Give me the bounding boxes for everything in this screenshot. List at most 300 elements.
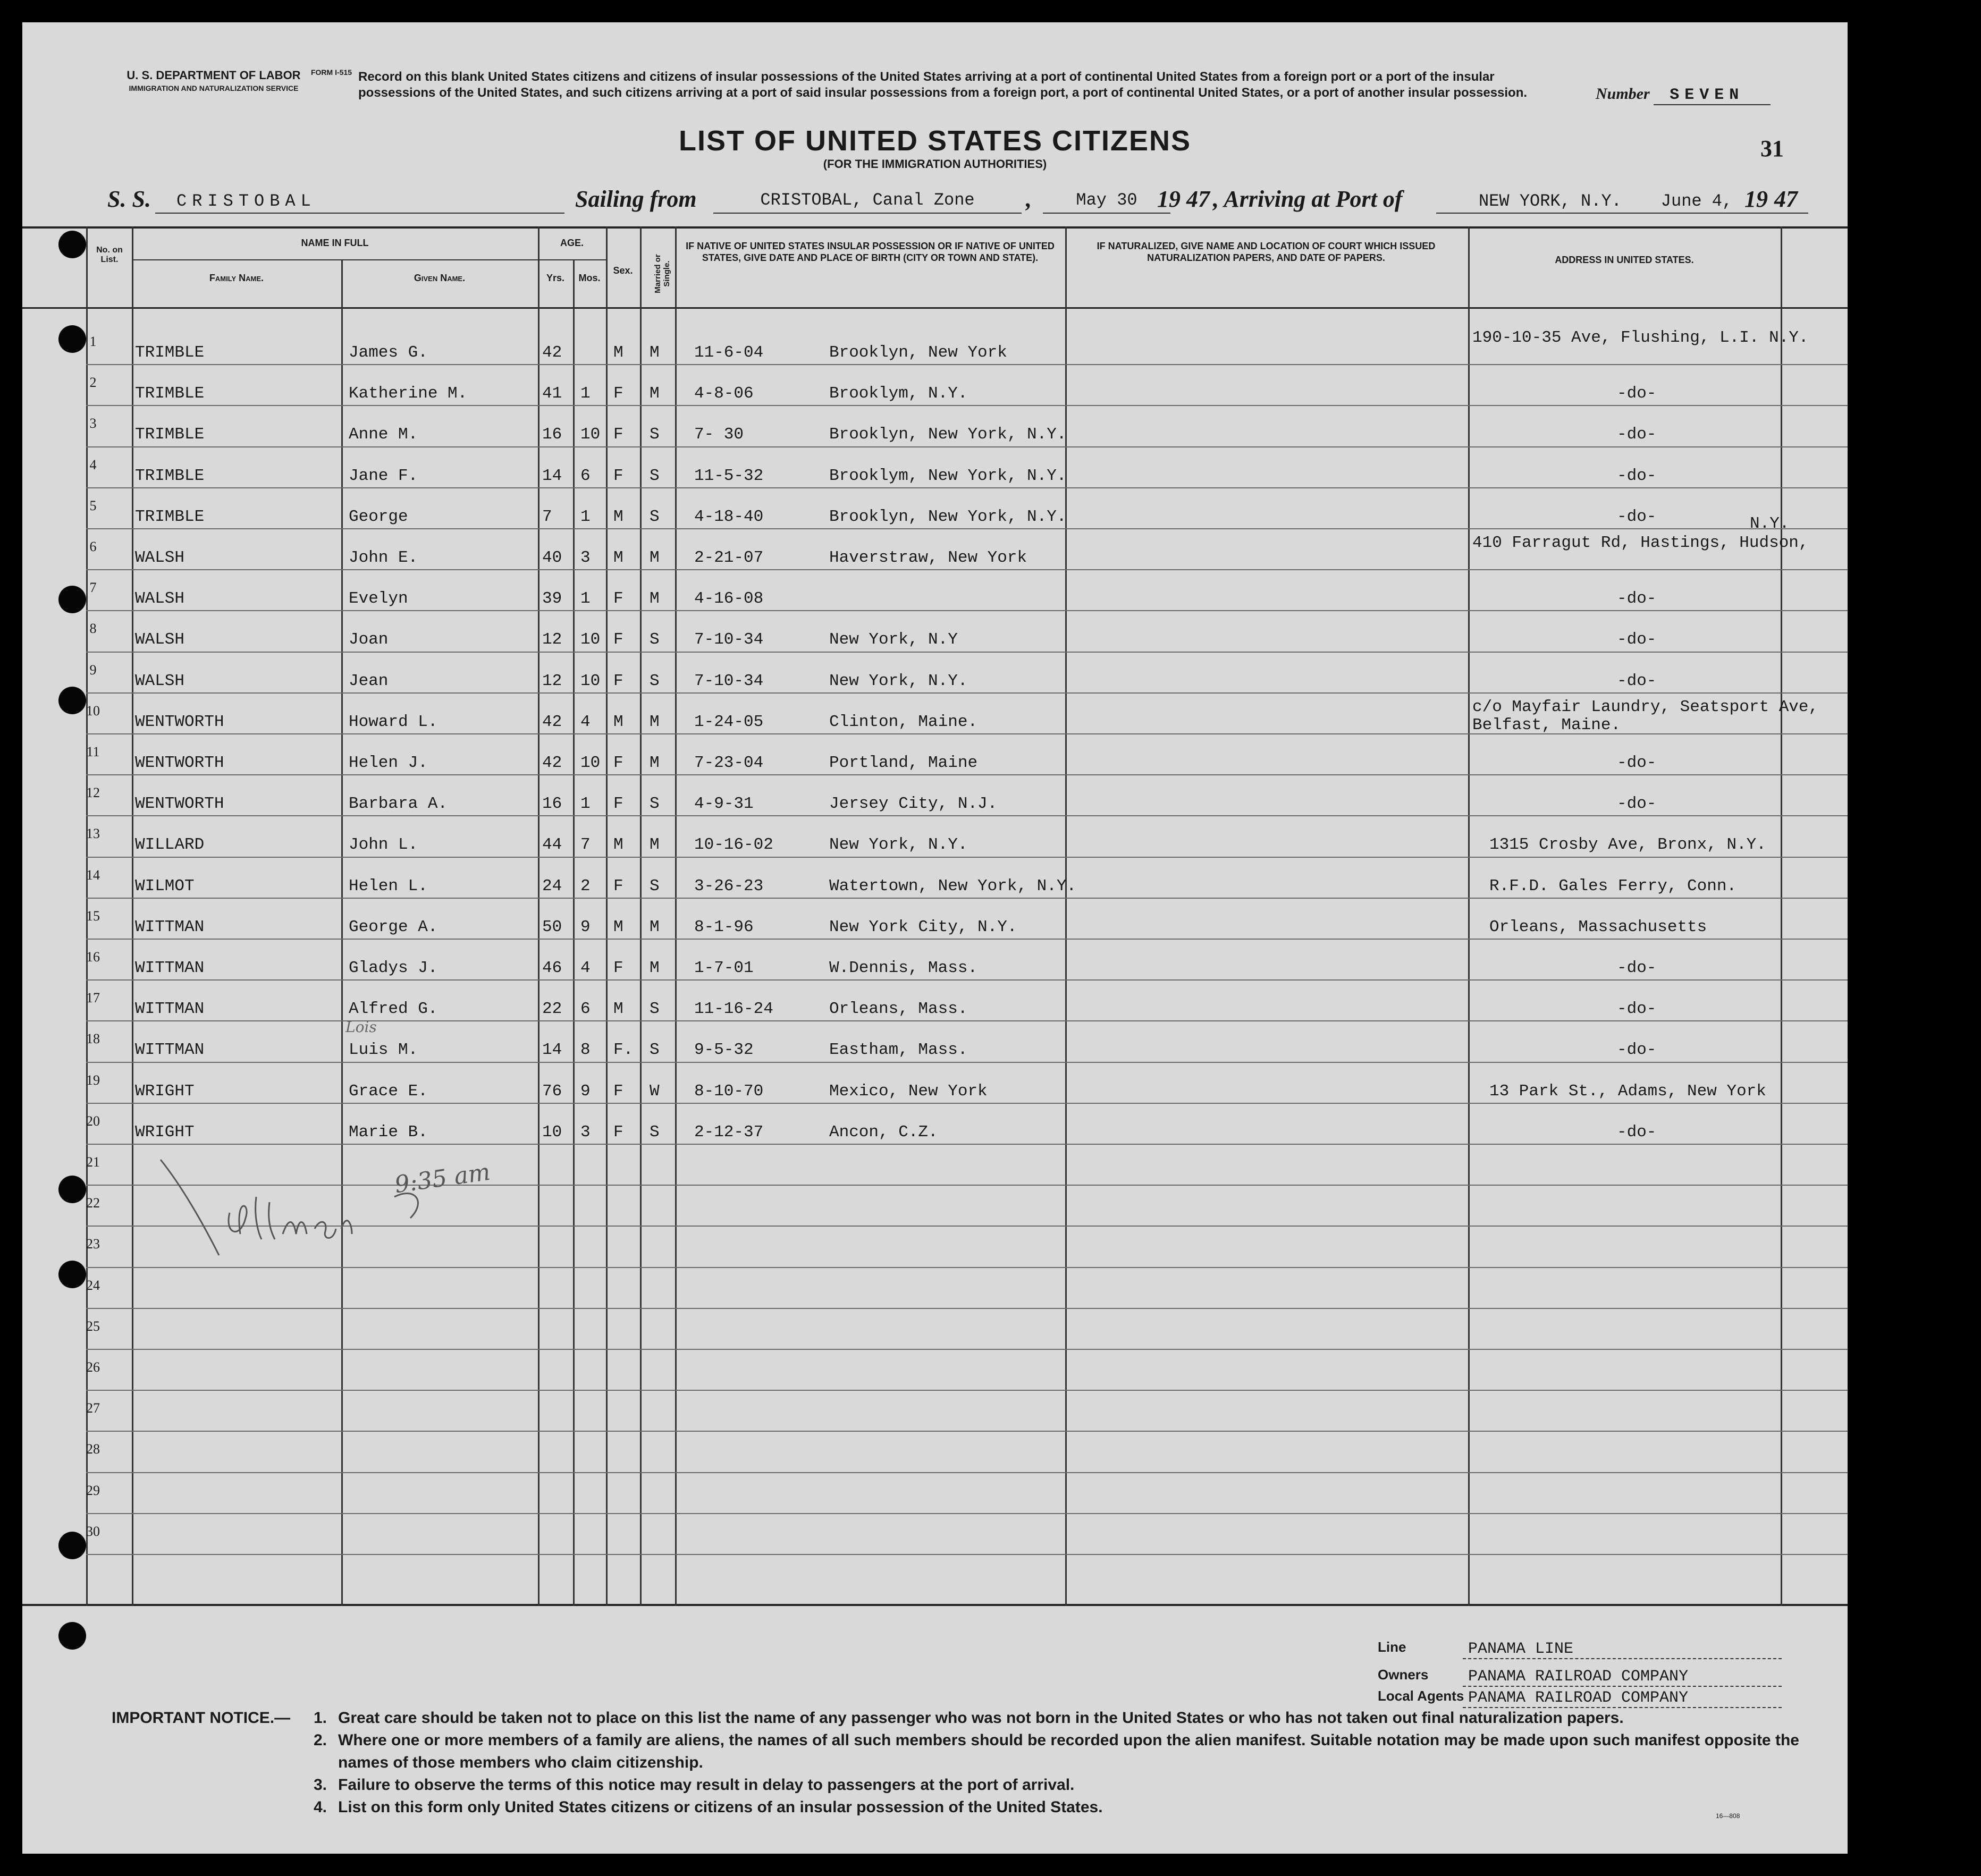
comma: ,: [1026, 186, 1032, 212]
address-continuation: N.Y.: [1750, 514, 1790, 533]
sex-cell: F.: [613, 1041, 634, 1060]
punch-hole: [58, 1622, 86, 1650]
family-name-cell: WENTWORTH: [135, 754, 224, 772]
age-months-cell: 9: [580, 1081, 591, 1101]
given-name-cell: John L.: [349, 835, 418, 855]
given-name-cell: Luis M.: [349, 1041, 418, 1060]
given-name-cell: Gladys J.: [349, 959, 438, 977]
sex-cell: F: [613, 959, 623, 977]
given-name-cell: John E.: [349, 548, 418, 567]
line-label: Line: [1378, 1639, 1406, 1655]
table-row: [22, 652, 1848, 692]
address-cell: -do-: [1617, 959, 1657, 977]
birth-date-cell: 4-9-31: [694, 795, 754, 814]
table-row: [22, 1472, 1848, 1513]
table-row: [22, 446, 1848, 487]
birth-date-cell: 9-5-32: [694, 1041, 754, 1060]
age-months-cell: 3: [580, 548, 591, 567]
given-name-cell: George: [349, 507, 408, 526]
given-name-cell: Helen L.: [349, 876, 428, 895]
row-number: 20: [86, 1113, 100, 1129]
row-number: 3: [89, 416, 97, 432]
notice-item-text: List on this form only United States citizens or citizens of an insular possession of the United States.: [338, 1798, 1103, 1816]
table-row: [22, 733, 1848, 774]
age-months-cell: 10: [580, 671, 601, 690]
age-months-cell: 8: [580, 1041, 591, 1060]
age-months-cell: 2: [580, 876, 591, 895]
address-cell: -do-: [1617, 384, 1657, 403]
marital-status-cell: S: [650, 466, 660, 485]
sex-cell: F: [613, 384, 623, 403]
manifest-page: [22, 22, 1848, 1854]
year-prefix-arrival: 19: [1744, 186, 1768, 212]
address-cell: -do-: [1617, 671, 1657, 690]
notice-item-text: Where one or more members of a family are aliens, the names of all such members should be recorded upon the alien manifest. Suitable notation may be made upon such manifest opposite the names of those members who claim citizenship.: [338, 1731, 1799, 1771]
row-number: 9: [89, 662, 97, 678]
marital-status-cell: S: [650, 630, 660, 649]
notice-item-number: 1.: [314, 1709, 327, 1727]
age-years-cell: 16: [542, 425, 562, 444]
table-row: [22, 979, 1848, 1020]
col-age-years: Yrs.: [546, 273, 565, 283]
age-years-cell: 50: [542, 917, 562, 936]
row-number: 11: [86, 744, 100, 759]
sex-cell: F: [613, 671, 623, 690]
col-no-on-list: No. on List.: [96, 246, 123, 264]
birth-place-cell: W.Dennis, Mass.: [829, 959, 978, 977]
marital-status-cell: S: [650, 507, 660, 526]
row-number: 2: [89, 375, 97, 391]
birth-date-cell: 11-6-04: [694, 343, 764, 362]
age-years-cell: 42: [542, 754, 562, 772]
departure-port: CRISTOBAL, Canal Zone: [713, 190, 1022, 214]
notice-item-number: 3.: [314, 1776, 327, 1794]
given-name-cell: Alfred G.: [349, 1000, 438, 1019]
birth-date-cell: 4-8-06: [694, 384, 754, 403]
row-number: 27: [86, 1400, 100, 1416]
sex-cell: F: [613, 795, 623, 814]
age-years-cell: 42: [542, 343, 562, 362]
age-months-cell: 1: [580, 589, 591, 609]
age-years-cell: 16: [542, 795, 562, 814]
table-row: [22, 1267, 1848, 1308]
sex-cell: M: [613, 343, 623, 362]
age-months-cell: 10: [580, 754, 601, 772]
address-cell: -do-: [1617, 425, 1657, 444]
birth-place-cell: Clinton, Maine.: [829, 712, 978, 731]
sex-cell: M: [613, 835, 623, 855]
family-name-cell: WALSH: [135, 630, 185, 649]
marital-status-cell: S: [650, 1122, 660, 1142]
birth-place-cell: Eastham, Mass.: [829, 1041, 968, 1060]
family-name-cell: TRIMBLE: [135, 425, 205, 444]
birth-date-cell: 4-18-40: [694, 507, 764, 526]
table-bottom-rule: [22, 1604, 1848, 1606]
age-years-cell: 42: [542, 712, 562, 731]
row-number: 26: [86, 1359, 100, 1375]
age-years-cell: 14: [542, 1041, 562, 1060]
table-row: [22, 898, 1848, 939]
age-months-cell: 6: [580, 466, 591, 485]
family-name-cell: WALSH: [135, 589, 185, 609]
department-block: [75, 69, 352, 95]
footer-owners: [1378, 1666, 1792, 1689]
age-years-cell: 41: [542, 384, 562, 403]
col-naturalized: IF NATURALIZED, GIVE NAME AND LOCATION OF COURT WHICH ISSUED NATURALIZATION PAPERS, AND DATE OF PAPERS.: [1097, 241, 1436, 263]
age-months-cell: 6: [580, 1000, 591, 1019]
service-name: IMMIGRATION AND NATURALIZATION SERVICE: [129, 84, 299, 92]
age-years-cell: 10: [542, 1122, 562, 1142]
handwritten-time: 9:35 am: [393, 1158, 492, 1199]
birth-place-cell: Mexico, New York: [829, 1081, 988, 1101]
row-number: 29: [86, 1482, 100, 1498]
marital-status-cell: W: [650, 1081, 660, 1101]
sex-cell: F: [613, 1122, 623, 1142]
notice-item: [314, 1729, 1802, 1774]
marital-status-cell: S: [650, 876, 660, 895]
notice-item: [314, 1774, 1802, 1796]
birth-date-cell: 2-12-37: [694, 1122, 764, 1142]
table-row: [22, 1062, 1848, 1103]
birth-date-cell: 1-7-01: [694, 959, 754, 977]
sex-cell: M: [613, 712, 623, 731]
owners-label: Owners: [1378, 1667, 1429, 1683]
family-name-cell: TRIMBLE: [135, 343, 205, 362]
given-name-cell: Jane F.: [349, 466, 418, 485]
ship-name: CRISTOBAL: [155, 191, 564, 214]
col-native-birth: IF NATIVE OF UNITED STATES INSULAR POSSESSION OR IF NATIVE OF UNITED STATES, GIVE DATE AND PLACE OF BIRTH (CITY OR TOWN AND STATE).: [686, 241, 1055, 263]
address-cell: -do-: [1617, 795, 1657, 814]
age-months-cell: 10: [580, 630, 601, 649]
list-number-label: Number: [1596, 85, 1650, 103]
table-row: [22, 1020, 1848, 1061]
row-number: 22: [86, 1195, 100, 1211]
col-sex: Sex.: [613, 265, 633, 276]
sex-cell: F: [613, 754, 623, 772]
age-months-cell: 1: [580, 795, 591, 814]
col-married-single: Married or Single.: [653, 254, 671, 293]
row-number: 21: [86, 1154, 100, 1170]
table-row: [22, 692, 1848, 733]
table-row: [22, 939, 1848, 979]
form-number: FORM I-515: [310, 68, 352, 77]
birth-date-cell: 7- 30: [694, 425, 744, 444]
row-number: 5: [89, 497, 97, 513]
birth-place-cell: New York, N.Y.: [829, 835, 968, 855]
list-number-value: SEVEN: [1654, 86, 1771, 105]
birth-place-cell: Watertown, New York, N.Y.: [829, 876, 1077, 895]
page-title: LIST OF UNITED STATES CITIZENS: [679, 125, 1191, 157]
table-row: [22, 1308, 1848, 1349]
sex-cell: F: [613, 876, 623, 895]
birth-date-cell: 11-5-32: [694, 466, 764, 485]
given-name-cell: George A.: [349, 917, 438, 936]
family-name-cell: WITTMAN: [135, 1041, 205, 1060]
ss-label: S. S.: [107, 186, 151, 212]
age-months-cell: 3: [580, 1122, 591, 1142]
row-number: 25: [86, 1318, 100, 1334]
row-number: 10: [86, 703, 100, 719]
row-rule: [86, 1554, 1848, 1555]
age-years-cell: 44: [542, 835, 562, 855]
family-name-cell: TRIMBLE: [135, 466, 205, 485]
birth-place-cell: Haverstraw, New York: [829, 548, 1027, 567]
row-number: 12: [86, 785, 100, 801]
sex-cell: M: [613, 1000, 623, 1019]
birth-date-cell: 7-10-34: [694, 671, 764, 690]
sailing-year: 47: [1186, 186, 1210, 212]
address-cell: Orleans, Massachusetts: [1489, 917, 1707, 936]
notice-heading: IMPORTANT NOTICE.—: [112, 1709, 291, 1727]
age-months-cell: 9: [580, 917, 591, 936]
birth-date-cell: 4-16-08: [694, 589, 764, 609]
notice-item-text: Great care should be taken not to place on this list the name of any passenger who was not born in the United States or who has not taken out final naturalization papers.: [338, 1709, 1624, 1727]
birth-date-cell: 8-10-70: [694, 1081, 764, 1101]
address-cell: -do-: [1617, 589, 1657, 609]
given-name-cell: Grace E.: [349, 1081, 428, 1101]
arrival-port: NEW YORK, N.Y.: [1436, 191, 1808, 214]
age-months-cell: 1: [580, 384, 591, 403]
sex-cell: M: [613, 507, 623, 526]
birth-date-cell: 3-26-23: [694, 876, 764, 895]
age-years-cell: 76: [542, 1081, 562, 1101]
col-family-name: Family Name.: [209, 273, 264, 283]
list-number: [1596, 85, 1771, 105]
row-number: 24: [86, 1277, 100, 1293]
address-continuation: Belfast, Maine.: [1472, 715, 1621, 734]
age-years-cell: 46: [542, 959, 562, 977]
birth-place-cell: Brooklym, N.Y.: [829, 384, 968, 403]
birth-date-cell: 7-23-04: [694, 754, 764, 772]
given-name-cell: James G.: [349, 343, 428, 362]
table-row: [22, 610, 1848, 651]
col-given-name: Given Name.: [414, 273, 466, 283]
col-address: ADDRESS IN UNITED STATES.: [1555, 255, 1694, 265]
family-name-cell: WALSH: [135, 671, 185, 690]
address-cell: 13 Park St., Adams, New York: [1489, 1081, 1766, 1101]
given-name-cell: Howard L.: [349, 712, 438, 731]
given-name-cell: Joan: [349, 630, 389, 649]
row-number: 17: [86, 990, 100, 1006]
family-name-cell: WILLARD: [135, 835, 205, 855]
birth-place-cell: Brooklyn, New York, N.Y.: [829, 425, 1067, 444]
birth-place-cell: Orleans, Mass.: [829, 1000, 968, 1019]
address-cell: 1315 Crosby Ave, Bronx, N.Y.: [1489, 835, 1766, 855]
marital-status-cell: S: [650, 1041, 660, 1060]
row-number: 7: [89, 580, 97, 596]
family-name-cell: WITTMAN: [135, 959, 205, 977]
table-row: [22, 1431, 1848, 1472]
row-number: 14: [86, 867, 100, 883]
address-cell: -do-: [1617, 507, 1657, 526]
birth-place-cell: New York City, N.Y.: [829, 917, 1017, 936]
arrival-date: June 4,: [1660, 191, 1733, 211]
notice-items: [314, 1707, 1802, 1819]
birth-date-cell: 10-16-02: [694, 835, 773, 855]
sex-cell: F: [613, 425, 623, 444]
birth-place-cell: Brooklyn, New York: [829, 343, 1007, 362]
notice-item-text: Failure to observe the terms of this notice may result in delay to passengers at the port of arrival.: [338, 1776, 1075, 1794]
footer-line: [1378, 1638, 1792, 1661]
notice-item: [314, 1707, 1802, 1729]
given-name-cell: Helen J.: [349, 754, 428, 772]
marital-status-cell: M: [650, 384, 660, 403]
handwritten-correction: Lois: [345, 1018, 377, 1036]
row-number: 23: [86, 1236, 100, 1252]
page-subtitle: (FOR THE IMMIGRATION AUTHORITIES): [823, 157, 1047, 171]
sailing-line: [107, 182, 1835, 219]
marital-status-cell: S: [650, 1000, 660, 1019]
address-cell: R.F.D. Gales Ferry, Conn.: [1489, 876, 1737, 895]
birth-place-cell: Ancon, C.Z.: [829, 1122, 938, 1142]
col-name-in-full: NAME IN FULL: [301, 238, 369, 248]
family-name-cell: WENTWORTH: [135, 712, 224, 731]
birth-date-cell: 8-1-96: [694, 917, 754, 936]
agents-label: Local Agents: [1378, 1688, 1464, 1704]
address-cell: -do-: [1617, 754, 1657, 772]
col-age-months: Mos.: [578, 273, 601, 283]
arriving-label: , Arriving at Port of: [1213, 186, 1403, 212]
row-number: 1: [89, 334, 97, 349]
row-number: 18: [86, 1031, 100, 1047]
marital-status-cell: M: [650, 917, 660, 936]
address-cell: 190-10-35 Ave, Flushing, L.I. N.Y.: [1472, 328, 1809, 347]
age-years-cell: 24: [542, 876, 562, 895]
page-number: 31: [1760, 136, 1784, 162]
marital-status-cell: M: [650, 959, 660, 977]
department-name: U. S. DEPARTMENT OF LABOR: [127, 69, 301, 82]
table-row: [22, 1103, 1848, 1144]
birth-date-cell: 2-21-07: [694, 548, 764, 567]
notice-item: [314, 1796, 1802, 1819]
age-months-cell: 7: [580, 835, 591, 855]
row-number: 15: [86, 908, 100, 924]
line-value: PANAMA LINE: [1463, 1640, 1782, 1659]
table-row: [22, 1349, 1848, 1390]
punch-hole: [58, 231, 86, 258]
address-cell: 410 Farragut Rd, Hastings, Hudson,: [1472, 534, 1809, 552]
given-name-cell: Jean: [349, 671, 389, 690]
family-name-cell: TRIMBLE: [135, 507, 205, 526]
year-prefix: 19: [1157, 186, 1181, 212]
table-top-rule: [22, 226, 1848, 229]
row-number: 6: [89, 539, 97, 554]
address-cell: -do-: [1617, 1122, 1657, 1142]
table-row: [22, 774, 1848, 815]
table-row: [22, 1390, 1848, 1431]
address-cell: -do-: [1617, 466, 1657, 485]
address-cell: -do-: [1617, 630, 1657, 649]
table-row: [22, 323, 1848, 364]
sailing-date: May 30: [1043, 190, 1170, 214]
table-row: [22, 815, 1848, 856]
table-row: [22, 569, 1848, 610]
sex-cell: M: [613, 548, 623, 567]
marital-status-cell: M: [650, 343, 660, 362]
birth-place-cell: Brooklyn, New York, N.Y.: [829, 507, 1067, 526]
family-name-cell: WRIGHT: [135, 1081, 195, 1101]
table-row: [22, 405, 1848, 446]
age-months-cell: 4: [580, 959, 591, 977]
sailing-from-label: Sailing from: [575, 186, 697, 212]
marital-status-cell: S: [650, 425, 660, 444]
given-name-cell: Katherine M.: [349, 384, 468, 403]
family-name-cell: WALSH: [135, 548, 185, 567]
birth-date-cell: 1-24-05: [694, 712, 764, 731]
given-name-cell: Anne M.: [349, 425, 418, 444]
birth-place-cell: Jersey City, N.J.: [829, 795, 998, 814]
family-name-cell: WITTMAN: [135, 1000, 205, 1019]
family-name-cell: WRIGHT: [135, 1122, 195, 1142]
marital-status-cell: S: [650, 671, 660, 690]
row-number: 4: [89, 457, 97, 472]
address-cell: c/o Mayfair Laundry, Seatsport Ave,: [1472, 697, 1819, 716]
age-months-cell: 10: [580, 425, 601, 444]
sex-cell: F: [613, 589, 623, 609]
col-age: AGE.: [560, 238, 584, 248]
sex-cell: F: [613, 466, 623, 485]
owners-value: PANAMA RAILROAD COMPANY: [1463, 1668, 1782, 1687]
arrival-year: 47: [1774, 186, 1798, 212]
row-number: 13: [86, 826, 100, 842]
age-years-cell: 7: [542, 507, 552, 526]
notice-item-number: 2.: [314, 1731, 327, 1749]
marital-status-cell: M: [650, 754, 660, 772]
table-row: [22, 364, 1848, 405]
family-name-cell: WITTMAN: [135, 917, 205, 936]
notice-item-number: 4.: [314, 1798, 327, 1816]
family-name-cell: WILMOT: [135, 876, 195, 895]
table-row: [22, 857, 1848, 898]
header-bottom-rule: [22, 307, 1848, 309]
birth-place-cell: Portland, Maine: [829, 754, 978, 772]
birth-place-cell: New York, N.Y: [829, 630, 958, 649]
row-number: 8: [89, 621, 97, 637]
birth-place-cell: New York, N.Y.: [829, 671, 968, 690]
age-years-cell: 22: [542, 1000, 562, 1019]
birth-place-cell: Brooklym, New York, N.Y.: [829, 466, 1067, 485]
age-years-cell: 12: [542, 630, 562, 649]
address-cell: -do-: [1617, 1000, 1657, 1019]
age-years-cell: 40: [542, 548, 562, 567]
marital-status-cell: S: [650, 795, 660, 814]
marital-status-cell: M: [650, 712, 660, 731]
family-name-cell: TRIMBLE: [135, 384, 205, 403]
marital-status-cell: M: [650, 835, 660, 855]
given-name-cell: Marie B.: [349, 1122, 428, 1142]
row-number: 19: [86, 1072, 100, 1088]
sex-cell: M: [613, 917, 623, 936]
row-number: 16: [86, 949, 100, 965]
birth-date-cell: 7-10-34: [694, 630, 764, 649]
subheader-rule: [132, 259, 606, 260]
table-row: [22, 487, 1848, 528]
given-name-cell: Barbara A.: [349, 795, 448, 814]
age-years-cell: 39: [542, 589, 562, 609]
sex-cell: F: [613, 630, 623, 649]
form-code: 16—808: [1716, 1812, 1740, 1820]
sex-cell: F: [613, 1081, 623, 1101]
birth-date-cell: 11-16-24: [694, 1000, 773, 1019]
row-number: 28: [86, 1441, 100, 1457]
given-name-cell: Evelyn: [349, 589, 408, 609]
agents-value: PANAMA RAILROAD COMPANY: [1463, 1689, 1782, 1708]
marital-status-cell: M: [650, 548, 660, 567]
age-months-cell: 4: [580, 712, 591, 731]
table-row: [22, 1513, 1848, 1554]
family-name-cell: WENTWORTH: [135, 795, 224, 814]
age-months-cell: 1: [580, 507, 591, 526]
